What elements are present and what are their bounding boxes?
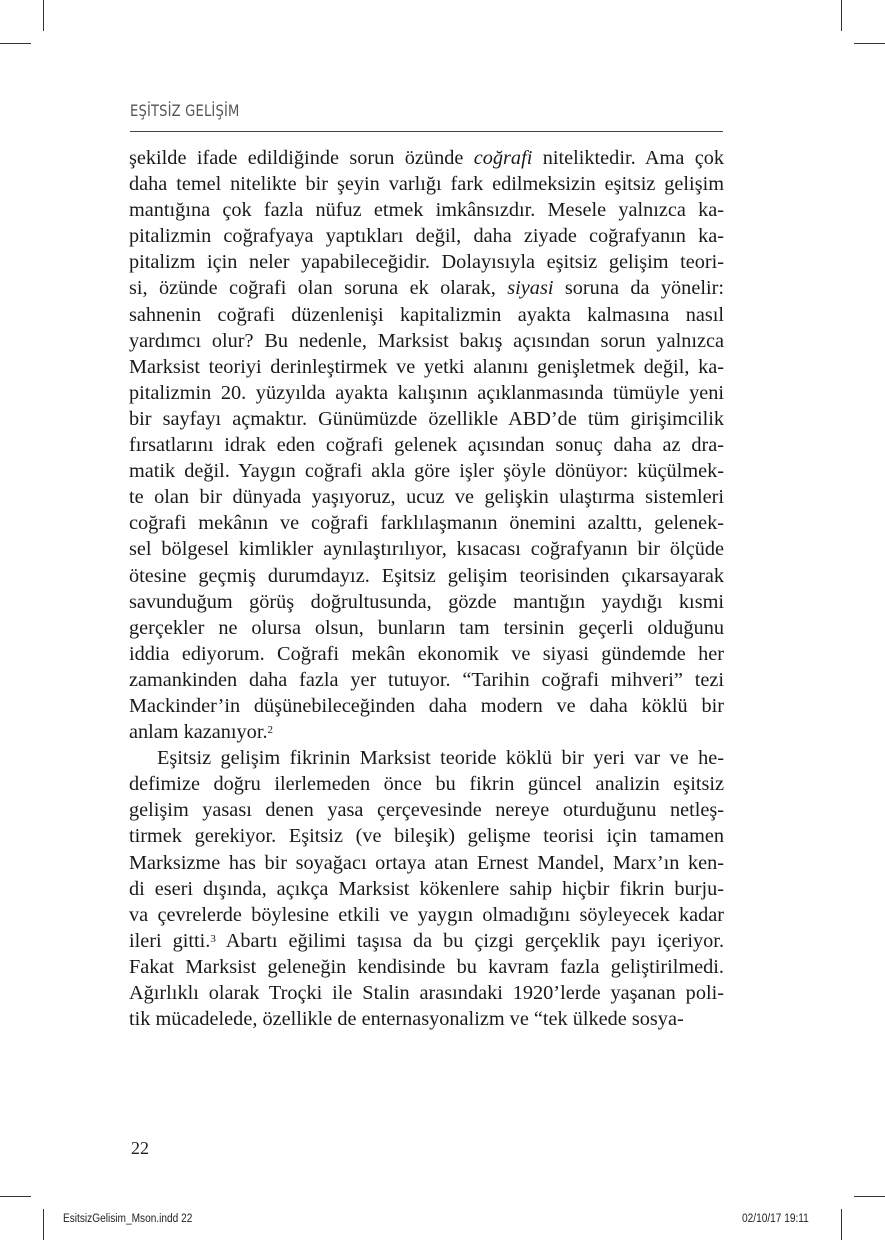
slug-datetime: 02/10/17 19:11: [742, 1213, 809, 1225]
text-line: iddia ediyorum. Coğrafi mekân ekonomik ve siyasi gündemde her: [129, 642, 724, 665]
text-line: zamankinden daha fazla yer tutuyor. “Tarihin coğrafi mihveri” tezi: [129, 668, 724, 691]
footnote-ref: 3: [210, 932, 216, 945]
text-line: savunduğum görüş doğrultusunda, gözde mantığın yaydığı kısmi: [129, 590, 724, 613]
crop-mark-top-left-h: [0, 43, 31, 44]
text-line: pitalizmin 20. yüzyılda ayakta kalışının açıklanmasında tümüyle yeni: [129, 381, 724, 404]
text-line: pitalizmin coğrafyaya yaptıkları değil, daha ziyade coğrafyanın ka-: [129, 225, 724, 248]
crop-mark-top-right-h: [854, 43, 885, 44]
text-line: coğrafi mekânın ve coğrafi farklılaşmanın önemini azalttı, gelenek-: [129, 512, 724, 535]
slug-file: EsitsizGelisim_Mson.indd 22: [63, 1213, 193, 1225]
text-line: Eşitsiz gelişim fikrinin Marksist teoride köklü bir yeri var ve he-: [157, 747, 724, 770]
body-text: [129, 145, 724, 1032]
text-line: sel bölgesel kimlikler aynılaştırılıyor, kısacası coğrafyanın bir ölçüde: [129, 538, 724, 561]
text-line: ileri gitti.$^3$ Abartı eğilimi taşısa da bu çizgi gerçeklik payı içeriyor.: [129, 929, 725, 952]
crop-mark-bottom-right-v: [841, 1209, 842, 1240]
text-line: va çevrelerde böylesine etkili ve yaygın olmadığını söyleyecek kadar: [129, 903, 724, 926]
page-number: 22: [131, 1138, 149, 1158]
text-line: Ağırlıklı olarak Troçki ile Stalin arasındaki 1920’lerde yaşanan poli-: [129, 982, 724, 1004]
paragraph: [129, 145, 724, 745]
text-line: gerçekler ne olursa olsun, bunların tam tersinin geçerli olduğunu: [129, 616, 724, 639]
text-line: Fakat Marksist geleneğin kendisinde bu kavram fazla geliştirilmedi.: [129, 955, 724, 978]
text-line: ötesine geçmiş durumdayız. Eşitsiz gelişim teorisinden çıkarsayarak: [129, 564, 724, 587]
emphasis: siyasi: [507, 277, 554, 300]
text-line: Marksizme has bir soyağacı ortaya atan Ernest Mandel, Marx’ın ken-: [129, 851, 724, 874]
text-line: gelişim yasası denen yasa çerçevesinde nereye oturduğunu netleş-: [129, 799, 724, 822]
crop-mark-top-left-v: [43, 0, 44, 31]
text-line: te olan bir dünyada yaşıyoruz, ucuz ve gelişkin ulaştırma sistemleri: [129, 486, 724, 509]
text-line: matik değil. Yaygın coğrafi akla göre işler şöyle dönüyor: küçülmek-: [129, 460, 724, 483]
text-line: mantığına çok fazla nüfuz etmek imkânsızdır. Mesele yalnızca ka-: [129, 199, 724, 222]
crop-mark-bottom-right-h: [854, 1196, 885, 1197]
paragraph: [129, 745, 724, 1032]
text-line: daha temel nitelikte bir şeyin varlığı fark edilmeksizin eşitsiz gelişim: [129, 173, 724, 196]
text-line: anlam kazanıyor.$^2$: [129, 721, 274, 744]
text-line: si, özünde coğrafi olan soruna ek olarak, siyasi soruna da yönelir:: [129, 277, 724, 300]
header-rule: [130, 131, 723, 132]
text-line: şekilde ifade edildiğinde sorun özünde coğrafi niteliktedir. Ama çok: [129, 147, 724, 169]
running-head: EŞİTSİZ GELİŞİM: [130, 101, 240, 120]
emphasis: coğrafi: [473, 147, 533, 169]
text-line: Mackinder’in düşünebileceğinden daha modern ve daha köklü bir: [129, 694, 724, 717]
text-line: fırsatlarını idrak eden coğrafi gelenek açısından sonuç daha az dra-: [129, 434, 724, 457]
crop-mark-bottom-left-h: [0, 1196, 31, 1197]
footnote-ref: 2: [267, 724, 274, 737]
text-line: sahnenin coğrafi düzenlenişi kapitalizmin ayakta kalmasına nasıl: [129, 303, 724, 326]
text-line: defimize doğru ilerlemeden önce bu fikrin güncel analizin eşitsiz: [129, 773, 724, 796]
text-line: tirmek gerekiyor. Eşitsiz (ve bileşik) gelişme teorisi için tamamen: [129, 825, 724, 848]
text-line: di eseri dışında, açıkça Marksist kökenlere sahip hiçbir fikrin burju-: [129, 877, 724, 900]
text-line: pitalizm için neler yapabileceğidir. Dolayısıyla eşitsiz gelişim teori-: [129, 251, 724, 274]
text-line: bir sayfayı açmaktır. Günümüzde özellikle ABD’de tüm girişimcilik: [129, 407, 724, 430]
text-line: Marksist teoriyi derinleştirmek ve yetki alanını genişletmek değil, ka-: [129, 355, 724, 378]
text-line: tik mücadelede, özellikle de enternasyonalizm ve “tek ülkede sosya-: [129, 1008, 684, 1031]
text-line: yardımcı olur? Bu nedenle, Marksist bakış açısından sorun yalnızca: [129, 329, 724, 352]
crop-mark-top-right-v: [841, 0, 842, 31]
crop-mark-bottom-left-v: [43, 1209, 44, 1240]
